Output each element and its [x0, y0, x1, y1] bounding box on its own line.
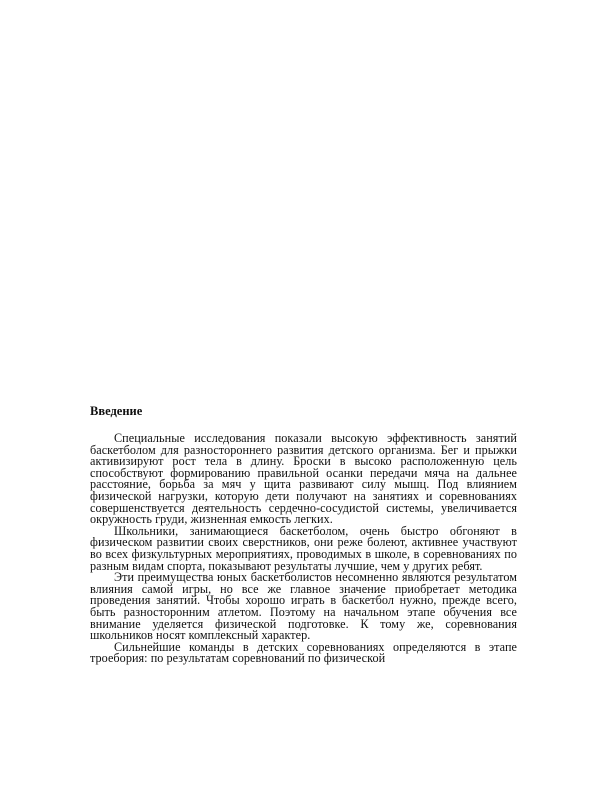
- paragraph-2: Школьники, занимающиеся баскетболом, очень быстро обгоняют в физическом развитии своих сверстников, они реже болеют, активнее участвуют во всех физкультурных мероприятиях, проводимых в школе, в соревнованиях по разным видам спорта, показывают результаты лучшие, чем у других ребят.: [90, 523, 517, 573]
- paragraph-3: Эти преимущества юных баскетболистов несомненно являются результатом влияния самой игры, но все же главное значение приобретает методика проведения занятий. Чтобы хорошо играть в баскетбол нужно, прежде всего, быть разносторонним атлетом. Поэтому на начальном этапе обучения все внимание уделяется физической подготовке. К тому же, соревнования школьников носят комплексный характер.: [90, 570, 517, 643]
- document-body: [90, 404, 517, 665]
- paragraph-4: Сильнейшие команды в детских соревнованиях определяются в этапе троебория: по результатам соревнований по физической: [90, 639, 517, 666]
- section-heading: Введение: [90, 404, 143, 418]
- paragraph-1: Специальные исследования показали высокую эффективность занятий баскетболом для разностороннего развития детского организма. Бег и прыжки активизируют рост тела в длину. Броски в высоко расположенную цель способствуют формированию правильной осанки передачи мяча на дальнее расстояние, борьба за мяч у щита развивают силу мышц. Под влиянием физической нагрузки, которую дети получают на занятиях и соревнованиях совершенствуется деятельность сердечно-сосудистой системы, увеличивается окружность груди, жизненная емкость легких.: [90, 431, 517, 527]
